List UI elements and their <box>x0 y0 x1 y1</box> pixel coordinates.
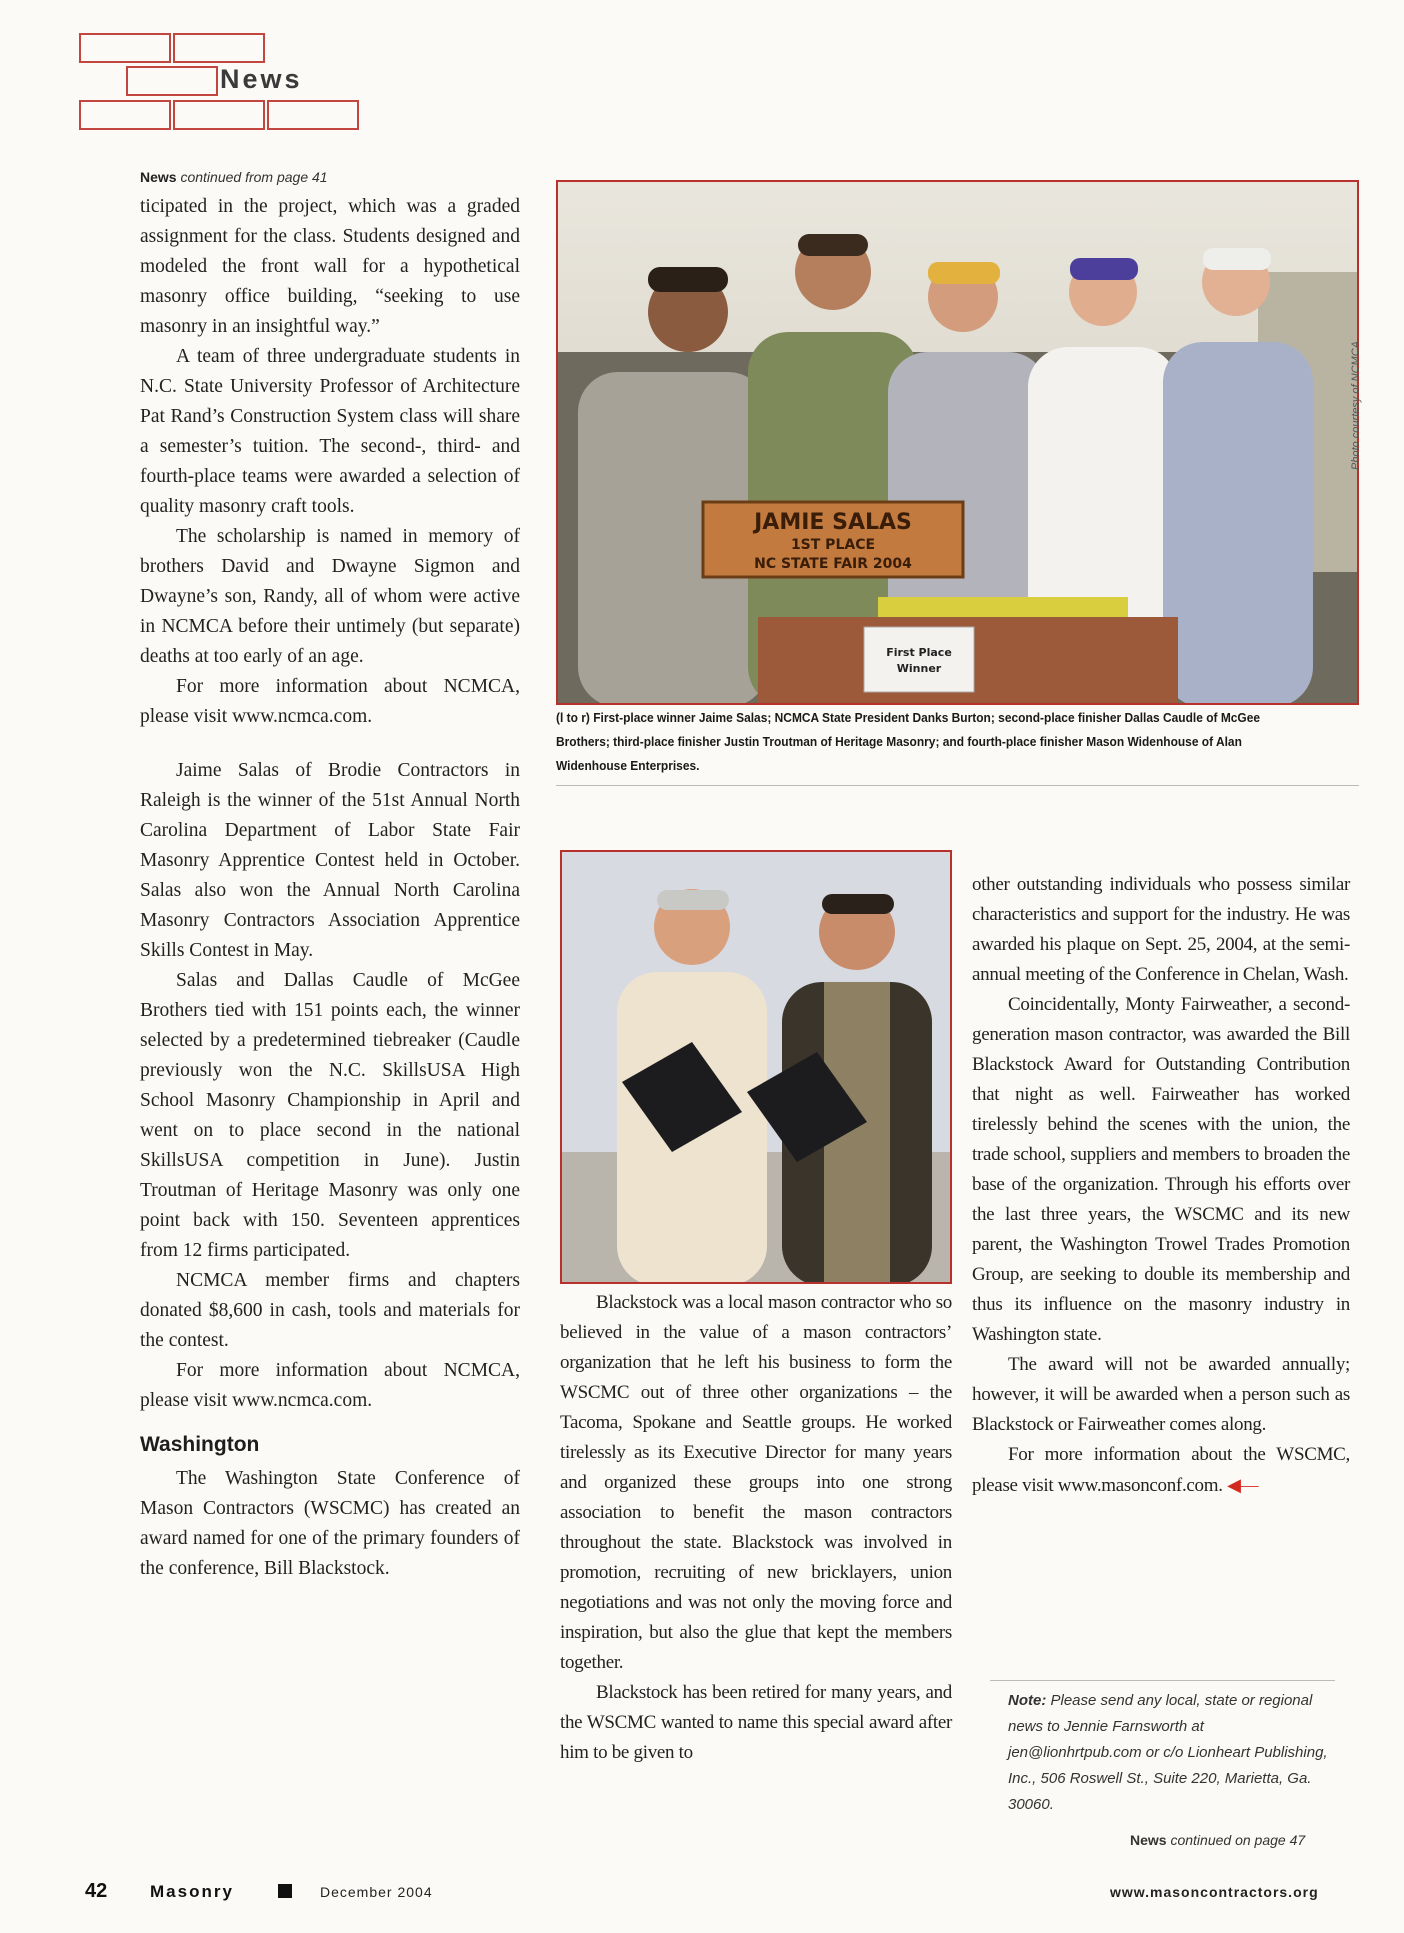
col3-paragraph: The award will not be awarded annually; however, it will be awarded when a person such as Blackstock or Fairweather comes along. <box>972 1354 1350 1435</box>
logo-brick <box>79 33 171 63</box>
group-photo <box>556 180 1359 705</box>
sign-line-1: First Place <box>886 646 952 659</box>
continued-from <box>140 162 520 192</box>
col1-paragraph: ticipated in the project, which was a graded assignment for the class. Students designed and modeled the front wall for a hypothetical masonry office building, “seeking to use masonry in an insightful way.” <box>140 196 520 337</box>
logo-brick <box>173 33 265 63</box>
continued-from-text: continued from page 41 <box>180 169 328 185</box>
col1-paragraph: NCMCA member firms and chapters donated $8,600 in cash, tools and materials for the contest. <box>140 1270 520 1351</box>
col1-paragraph: The Washington State Conference of Mason Contractors (WSCMC) has created an award named for one of the primary founders of the conference, Bill Blackstock. <box>140 1468 520 1579</box>
section-heading-washington: Washington <box>140 1433 260 1456</box>
col1-paragraph: For more information about NCMCA, please visit www.ncmca.com. <box>140 1360 520 1411</box>
continued-on <box>1130 1832 1305 1848</box>
sign-line-2: Winner <box>896 662 942 675</box>
footer-square-icon <box>278 1884 292 1898</box>
plaque-line-1: JAMIE SALAS <box>754 510 912 535</box>
continued-on-label: News <box>1130 1832 1167 1848</box>
continued-on-text: continued on page 47 <box>1170 1832 1306 1848</box>
col3-paragraph: other outstanding individuals who possess similar characteristics and support for the industry. He was awarded his plaque on Sept. 25, 2004, at the semi-annual meeting of the Conference in Chelan, Wash. <box>972 874 1350 985</box>
first-place-sign <box>864 627 974 692</box>
note-label: Note: <box>1008 1692 1047 1709</box>
plaque-line-3: NC STATE FAIR 2004 <box>754 556 912 572</box>
note-text: Please send any local, state or regional news to Jennie Farnsworth at jen@lionhrtpub.com or c/o Lionheart Publishing, Inc., 506 Roswell St., Suite 220, Marietta, Ga. 30060. <box>1008 1692 1328 1813</box>
col1-paragraph: For more information about NCMCA, please visit www.ncmca.com. <box>140 676 520 727</box>
col3-final-text: For more information about the WSCMC, please visit www.masonconf.com. <box>972 1444 1350 1496</box>
plaque-line-2: 1ST PLACE <box>790 537 876 553</box>
group-photo-caption: (l to r) First-place winner Jaime Salas; NCMCA State President Danks Burton; second-place finisher Dallas Caudle of McGee Brothers; third-place finisher Justin Troutman of Heritage Masonry; and fourth-place finisher Mason Widenhouse of Alan Widenhouse Enterprises. <box>556 710 1261 773</box>
logo-brick <box>267 100 359 130</box>
magazine-name: Masonry <box>150 1882 234 1901</box>
award-photo-illustration <box>562 852 952 1284</box>
col3-paragraph: Coincidentally, Monty Fairweather, a second-generation mason contractor, was awarded the Bill Blackstock Award for Outstanding Contribution that night as well. Fairweather has worked tirelessly behind the scenes with the union, the trade school, suppliers and members to broaden the base of the organization. Through his efforts over the last three years, the WSCMC and its new parent, the Washington Trowel Trades Promotion Group, are seeking to double its membership and thus its influence on the masonry industry in Washington state. <box>972 994 1350 1345</box>
col1-paragraph: Jaime Salas of Brodie Contractors in Raleigh is the winner of the 51st Annual North Carolina Department of Labor State Fair Masonry Apprentice Contest held in October. Salas also won the Annual North Carolina Masonry Contractors Association Apprentice Skills Contest in May. <box>140 760 520 961</box>
photo-credit: Photo courtesy of NCMCA <box>1350 341 1362 470</box>
col1-paragraph: Salas and Dallas Caudle of McGee Brothers tied with 151 points each, the winner selected by a predetermined tiebreaker (Caudle previously won the N.C. SkillsUSA High School Masonry Championship in April and went on to place second in the national SkillsUSA competition in June). Justin Troutman of Heritage Masonry was only one point back with 150. Seventeen apprentices from 12 firms participated. <box>140 970 520 1261</box>
footer-website[interactable]: www.masoncontractors.org <box>1110 1884 1319 1900</box>
col2-paragraph: Blackstock was a local mason contractor who so believed in the value of a mason contractors’ organization that he left his business to form the WSCMC out of three other organizations – the Tacoma, Spokane and Seattle groups. He worked tirelessly as its Executive Director for many years and organized these groups into one strong association to benefit the mason contractors throughout the state. Blackstock was involved in promotion, recruiting of new bricklayers, union negotiations and was not only the moving force and inspiration, but also the glue that kept the members together. <box>560 1292 952 1673</box>
column-3 <box>972 870 1350 1501</box>
editor-note <box>1008 1688 1338 1818</box>
col3-paragraph <box>972 1440 1350 1501</box>
logo-brick <box>126 66 218 96</box>
col2-paragraph: Blackstock has been retired for many years, and the WSCMC wanted to name this special award after him to be given to <box>560 1682 952 1763</box>
level-tool <box>878 597 1128 617</box>
issue-date: December 2004 <box>320 1884 433 1900</box>
continued-from-label: News <box>140 169 177 185</box>
col1-paragraph: A team of three undergraduate students in N.C. State University Professor of Architecture Pat Rand’s Construction System class will share a semester’s tuition. The second-, third- and fourth-place teams were awarded a selection of quality masonry craft tools. <box>140 346 520 517</box>
end-mark-trowel-icon: ◀— <box>1227 1475 1259 1495</box>
page-number: 42 <box>85 1880 108 1902</box>
logo-brick <box>79 100 171 130</box>
group-photo-illustration <box>558 182 1359 705</box>
caption-divider <box>556 785 1359 786</box>
award-photo <box>560 850 952 1284</box>
logo-brick <box>173 100 265 130</box>
logo-word: News <box>220 64 303 94</box>
note-divider <box>990 1680 1335 1681</box>
column-1 <box>140 162 520 1584</box>
column-2 <box>560 1288 952 1768</box>
col1-paragraph: The scholarship is named in memory of brothers David and Dwayne Sigmon and Dwayne’s son, Randy, all of whom were active in NCMCA before their untimely (but separate) deaths at too early of an age. <box>140 526 520 667</box>
